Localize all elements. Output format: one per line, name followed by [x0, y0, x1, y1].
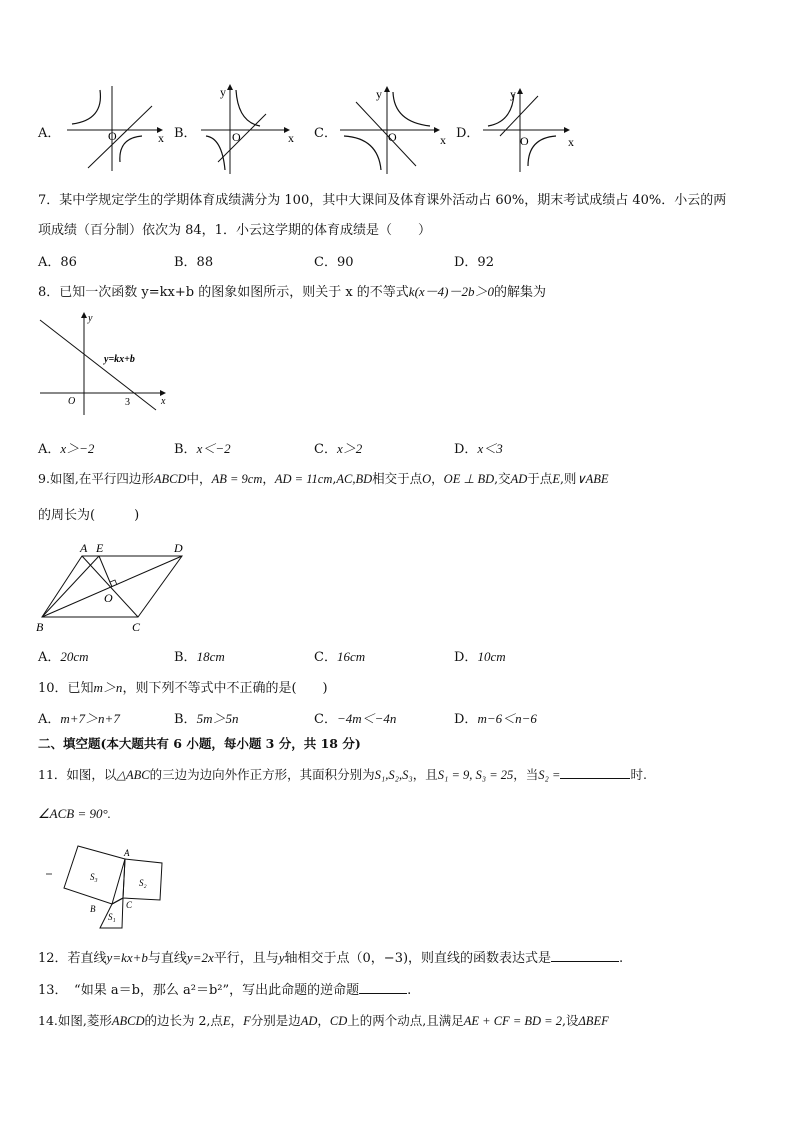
svg-text:B: B [36, 620, 44, 634]
svg-text:x: x [568, 135, 574, 149]
q8-stem [38, 281, 546, 300]
q6-option-c-label: C． [314, 126, 337, 141]
q7-option-b: B．88 [174, 255, 214, 270]
svg-text:B: B [90, 904, 96, 914]
svg-text:D: D [174, 541, 183, 555]
q13-stem: 13． “如果 a＝b，那么 a²＝b²”，写出此命题的逆命题 . [38, 983, 412, 998]
q13-answer-blank[interactable] [359, 981, 407, 994]
q11-stem-line1: 11．如图，以△ABC的三边为边向外作正方形，其面积分别为S₁,S₂,S₃，且S₁ = 9, S₃ = 25，当S₂ = 时. [38, 767, 647, 782]
svg-text:x: x [158, 131, 164, 145]
q7-option-c: C．90 [314, 255, 354, 270]
svg-text:S₂: S₂ [139, 878, 147, 888]
q8-option-c: C．x＞2 [314, 441, 363, 457]
svg-text:E: E [96, 541, 104, 555]
q6-option-a-label: A． [38, 126, 61, 141]
q10-option-b: B．5m＞5n [174, 711, 239, 727]
svg-text:S₁: S₁ [108, 912, 116, 922]
svg-text:y: y [220, 85, 226, 99]
q8-option-a: A．x＞−2 [38, 441, 95, 457]
svg-text:O: O [388, 130, 397, 144]
svg-text:C: C [126, 900, 133, 910]
q9-stem-line2: 的周长为( ) [38, 508, 140, 523]
q11-figure [46, 842, 176, 934]
svg-text:x: x [440, 133, 446, 147]
svg-text:y: y [88, 313, 93, 324]
svg-text:O: O [68, 396, 76, 407]
svg-text:x: x [161, 396, 166, 407]
q7-option-d: D．92 [454, 255, 494, 270]
q6-option-b-label: B． [174, 126, 197, 141]
q7-line2: 项成绩（百分制）依次为 84，1．小云这学期的体育成绩是（ ） [38, 223, 431, 238]
svg-text:y: y [376, 87, 382, 101]
q11-answer-blank[interactable] [560, 766, 630, 779]
svg-text:y=kx+b: y=kx+b [104, 354, 135, 365]
q10-option-a: A．m+7＞n+7 [38, 711, 120, 727]
q6-graph-b [198, 84, 308, 176]
q7-line1: 7．某中学规定学生的学期体育成绩满分为 100，其中大课间及体育课外活动占 60%，期末考试成绩占 40%．小云的两 [38, 193, 727, 208]
q8-option-d: D．x＜3 [454, 441, 503, 457]
q12-answer-blank[interactable] [551, 949, 619, 962]
q8-inequality: k(x－4)－2b＞0 [408, 284, 494, 299]
q12-stem: 12．若直线y=kx+b与直线y=2x平行，且与y轴相交于点（0，−3)，则直线的函数表达式是 . [38, 950, 624, 966]
q10-option-c: C．−4m＜−4n [314, 711, 397, 727]
svg-text:O: O [232, 130, 241, 144]
q8-graph [38, 312, 172, 416]
q11-stem-line2: ∠ACB = 90°. [38, 806, 111, 821]
svg-text:A: A [80, 541, 88, 555]
q9-figure [36, 540, 192, 636]
q9-option-b: B．18cm [174, 649, 225, 665]
q8-text-pre: 8．已知一次函数 y=kx+b 的图象如图所示，则关于 x 的不等式 [38, 285, 409, 300]
q6-graph-c [338, 84, 450, 176]
svg-text:C: C [132, 620, 141, 634]
svg-text:3: 3 [125, 397, 130, 408]
q7-option-a: A．86 [38, 255, 77, 270]
q10-option-d: D．m−6＜n−6 [454, 711, 537, 727]
svg-text:O: O [108, 129, 117, 143]
q8-option-b: B．x＜−2 [174, 441, 231, 457]
q6-graph-d [480, 86, 580, 176]
svg-text:O: O [104, 591, 113, 605]
q9-stem-line1: 9.如图,在平行四边形ABCD中，AB = 9cm，AD = 11cm,AC,BD相交于点O，OE ⊥ BD,交AD于点E,则∨ABE [38, 471, 609, 486]
q10-stem: 10．已知m＞n，则下列不等式中不正确的是( ) [38, 680, 328, 696]
svg-text:S₃: S₃ [90, 872, 98, 882]
q14-stem: 14.如图,菱形ABCD的边长为 2,点E，F分别是边AD，CD上的两个动点,且满足AE + CF = BD = 2,设ΔBEF [38, 1013, 609, 1028]
q9-option-c: C．16cm [314, 649, 366, 665]
q8-text-post: 的解集为 [494, 285, 547, 300]
svg-text:y: y [510, 87, 516, 101]
q6-option-d-label: D． [456, 126, 480, 141]
q9-option-d: D．10cm [454, 649, 506, 665]
svg-text:O: O [520, 134, 529, 148]
section-2-heading: 二、填空题(本大题共有 6 小题，每小题 3 分，共 18 分) [38, 736, 361, 751]
q9-option-a: A．20cm [38, 649, 89, 665]
svg-text:x: x [288, 131, 294, 145]
svg-text:A: A [124, 848, 130, 858]
q6-graph-a [62, 86, 172, 176]
